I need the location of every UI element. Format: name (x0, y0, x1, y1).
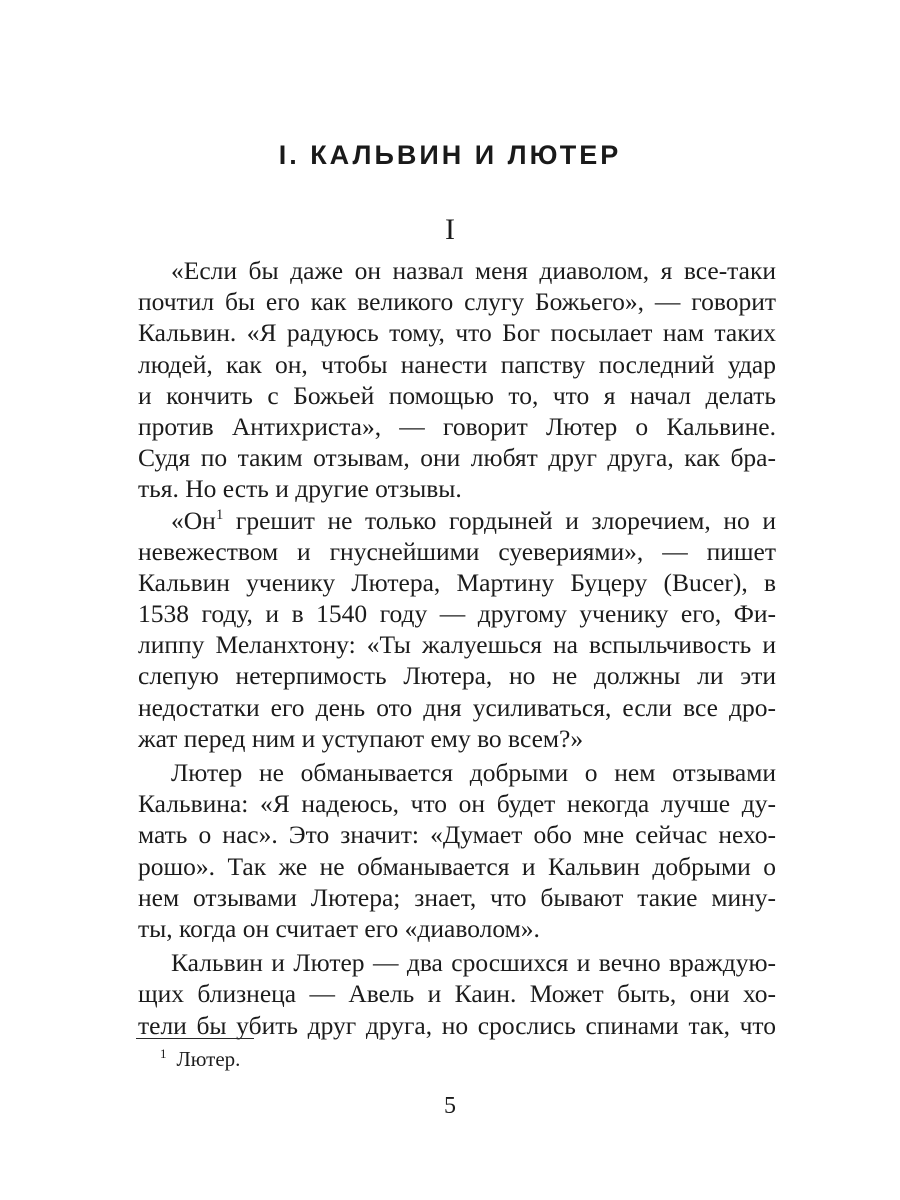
text-line: щих близнеца — Авель и Каин. Может быть, они хо- (138, 979, 776, 1009)
text-line: невежеством и гнуснейшими суевериями», — пишет (138, 536, 776, 566)
text-line-with-footnote (138, 505, 776, 536)
text-line: 1538 году, и в 1540 году — другому ученику его, Фи- (138, 599, 776, 629)
text-line: и кончить с Божьей помощью то, что я начал делать (138, 380, 776, 410)
footnote (160, 1046, 240, 1072)
footnote-ref-mark[interactable]: 1 (215, 506, 224, 523)
text-line: тели бы убить друг друга, но срослись спинами так, что (138, 1010, 776, 1040)
text-line: тья. Но есть и другие отзывы. (138, 474, 462, 504)
text-line: Кальвин. «Я радуюсь тому, что Бог посылает нам таких (138, 318, 776, 348)
chapter-title: I. КАЛЬВИН И ЛЮТЕР (278, 140, 622, 170)
text-line: мать о нас». Это значит: «Думает обо мне сейчас нехо- (138, 820, 776, 850)
text-line: Кальвина: «Я надеюсь, что он будет некогда лучше ду- (138, 789, 776, 819)
text-line: слепую нетерпимость Лютера, но не должны ли эти (138, 661, 776, 691)
text-line: недостатки его день ото дня усиливаться, если все дро- (138, 692, 776, 722)
text-line: жат перед ним и уступают ему во всем?» (138, 723, 584, 753)
text-line: почтил бы его как великого слугу Божьего», — говорит (138, 287, 776, 317)
footnote-ref-word: «Он (171, 505, 216, 535)
body-text (138, 255, 776, 1041)
text-line: людей, как он, чтобы нанести папству последний удар (138, 349, 776, 379)
text-line: Лютер не обманывается добрыми о нем отзывами (171, 758, 776, 787)
text-line: Кальвин ученику Лютера, Мартину Буцеру (Bucer), в (138, 567, 776, 597)
text-line: ты, когда он считает его «диаволом». (138, 913, 540, 943)
text-line: против Антихриста», — говорит Лютер о Кальвине. (138, 411, 776, 441)
footnote-divider (136, 1038, 254, 1039)
text-line: Судя по таким отзывам, они любят друг друга, как бра- (138, 443, 776, 473)
section-number: I (445, 213, 455, 246)
text-line: рошо». Так же не обманывается и Кальвин добрыми о (138, 851, 776, 881)
text-line: нем отзывами Лютера; знает, что бывают такие мину- (138, 882, 776, 912)
footnote-text: Лютер. (176, 1047, 241, 1071)
page-number: 5 (444, 1093, 456, 1119)
text-line: «Если бы даже он назвал меня диаволом, я все-таки (171, 256, 776, 285)
text-line: Кальвин и Лютер — два сросшихся и вечно враждую- (171, 948, 776, 978)
text-line: липпу Меланхтону: «Ты жалуешься на вспыльчивость и (138, 630, 776, 660)
footnote-mark: 1 (160, 1046, 167, 1061)
text-line-rest: грешит не только гордыней и злоречием, но и (235, 505, 777, 535)
